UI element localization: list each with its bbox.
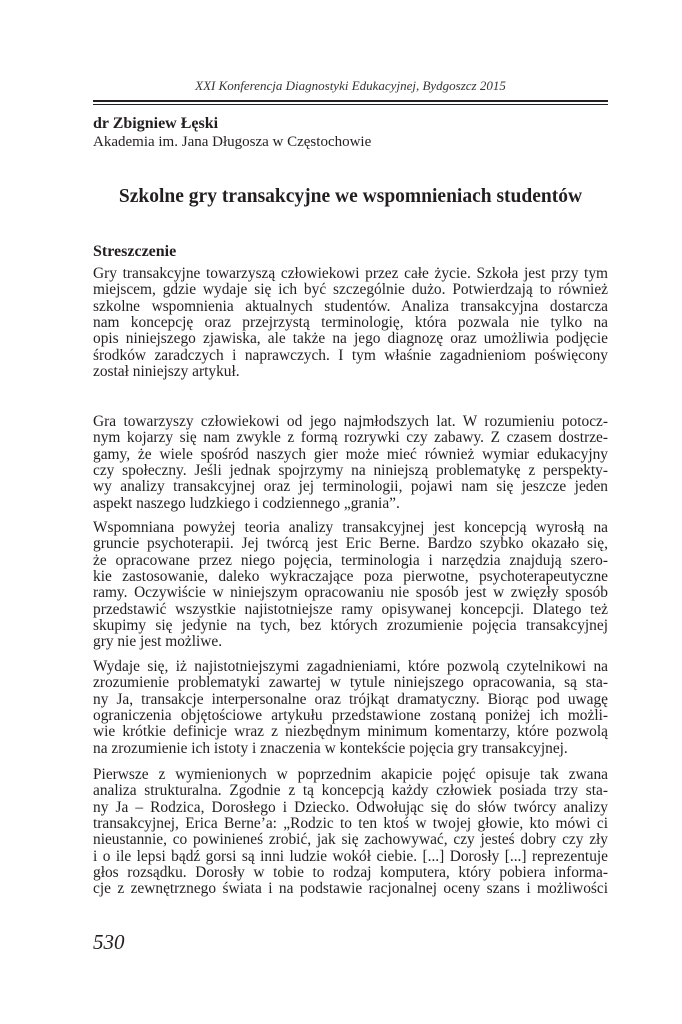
text-line: ramy. Oczywiście w niniejszym opracowaniu nie sposób jest w zwięzły sposób <box>93 584 608 602</box>
text-line: nym kojarzy się nam zwykle z formą rozrywki czy zabawy. Z czasem dostrze- <box>93 429 608 447</box>
page-number: 530 <box>93 930 125 954</box>
text-line: został niniejszy artykuł. <box>93 363 240 381</box>
header-rule-thick <box>93 100 608 102</box>
text-line: Gry transakcyjne towarzyszą człowiekowi przez całe życie. Szkoła jest przy tym <box>93 265 608 282</box>
text-line: wy analizy transakcyjnej oraz jej terminologii, pojawi nam się jeszcze jeden <box>93 478 608 496</box>
body-paragraph <box>93 767 608 898</box>
body-paragraph <box>93 520 608 651</box>
text-line: Wspomniana powyżej teoria analizy transakcyjnej jest koncepcją wyrosłą na <box>93 519 608 536</box>
text-line: analiza strukturalna. Zgodnie z tą koncepcją każdy człowiek posiada trzy sta- <box>93 782 608 800</box>
abstract-paragraph <box>93 266 608 380</box>
text-line: kie zastosowanie, daleko wykraczające poza pierwotne, psychoterapeutyczne <box>93 568 608 586</box>
body-paragraph <box>93 659 608 757</box>
abstract-heading: Streszczenie <box>93 243 177 260</box>
running-header: XXI Konferencja Diagnostyki Edukacyjnej, Bydgoszcz 2015 <box>195 78 506 93</box>
author-affiliation: Akademia im. Jana Długosza w Częstochowie <box>93 134 372 150</box>
text-line: transakcyjnej, Erica Berne’a: „Rodzic to ten ktoś w twojej głowie, kto mówi ci <box>93 815 608 833</box>
text-line: gruncie psychoterapii. Jej twórcą jest Eric Berne. Bardzo szybko okazało się, <box>93 535 608 553</box>
text-line: szkolne wspomnienia aktualnych studentów. Analiza transakcyjna dostarcza <box>93 297 608 315</box>
article-title: Szkolne gry transakcyjne we wspomnieniach studentów <box>118 186 583 207</box>
text-line: gamy, że wiele spośród naszych gier może mieć również wymiar edukacyjny <box>93 445 608 463</box>
text-line: że opracowane przez niego pojęcia, terminologia i narzędzia znajdują szero- <box>93 551 608 569</box>
text-line: aspekt naszego ludzkiego i codziennego „grania”. <box>93 494 400 512</box>
text-line: głos rozsądku. Dorosły w tobie to rodzaj komputera, który pobiera informa- <box>93 864 608 882</box>
text-line: zrozumienie problematyki zawartej w tytule niniejszego opracowania, są sta- <box>93 674 608 692</box>
header-rule-thin <box>93 104 608 105</box>
text-line: Pierwsze z wymienionych w poprzednim akapicie pojęć opisuje tak zwana <box>93 766 608 783</box>
text-line: i o ile lepsi bądź gorsi są inni ludzie wokół ciebie. [...] Dorosły [...] reprezentuje <box>93 847 608 865</box>
text-line: ny Ja, transakcje interpersonalne oraz trójkąt dramatyczny. Biorąc pod uwagę <box>93 690 608 708</box>
text-line: przedstawić wszystkie najistotniejsze ramy opisywanej koncepcji. Dlatego też <box>93 600 608 618</box>
text-line: wie krótkie definicje wraz z niezbędnym minimum komentarzy, które pozwolą <box>93 723 608 741</box>
text-line: ograniczenia objętościowe artykułu przedstawione zostaną poniżej ich możli- <box>93 707 608 725</box>
text-line: ny Ja – Rodzica, Dorosłego i Dziecko. Odwołując się do słów twórcy analizy <box>93 798 608 816</box>
text-line: na zrozumienie ich istoty i znaczenia w kontekście pojęcia gry transakcyjnej. <box>93 739 568 757</box>
text-line: opis niniejszego zjawiska, ale także na jego diagnozę oraz umożliwia podjęcie <box>93 330 608 348</box>
text-line: cje z zewnętrznego świata i na podstawie racjonalnej oceny szans i możliwości <box>93 880 608 898</box>
body-paragraph <box>93 414 608 512</box>
text-line: gry nie jest możliwe. <box>93 633 223 651</box>
text-line: skupimy się jedynie na tych, bez których zrozumienie pojęcia transakcyjnej <box>93 617 608 635</box>
text-line: nieustannie, co powinieneś zrobić, jak się zachowywać, czy jesteś dobry czy zły <box>93 831 608 849</box>
text-line: miejscem, gdzie wydaje się ich być szczególnie dużo. Potwierdzają to również <box>93 281 608 299</box>
text-line: czy społeczny. Jeśli jednak spojrzymy na niniejszą problematykę z perspekty- <box>93 462 608 480</box>
text-line: Wydaje się, iż najistotniejszymi zagadnieniami, które pozwolą czytelnikowi na <box>93 658 608 675</box>
text-line: nam koncepcję oraz przejrzystą terminologię, która pozwala nie tylko na <box>93 314 608 332</box>
author-name: dr Zbigniew Łęski <box>93 115 219 132</box>
text-line: środków zaradczych i naprawczych. I tym właśnie zagadnieniom poświęcony <box>93 346 608 364</box>
text-line: Gra towarzyszy człowiekowi od jego najmłodszych lat. W rozumieniu potocz- <box>93 413 608 430</box>
